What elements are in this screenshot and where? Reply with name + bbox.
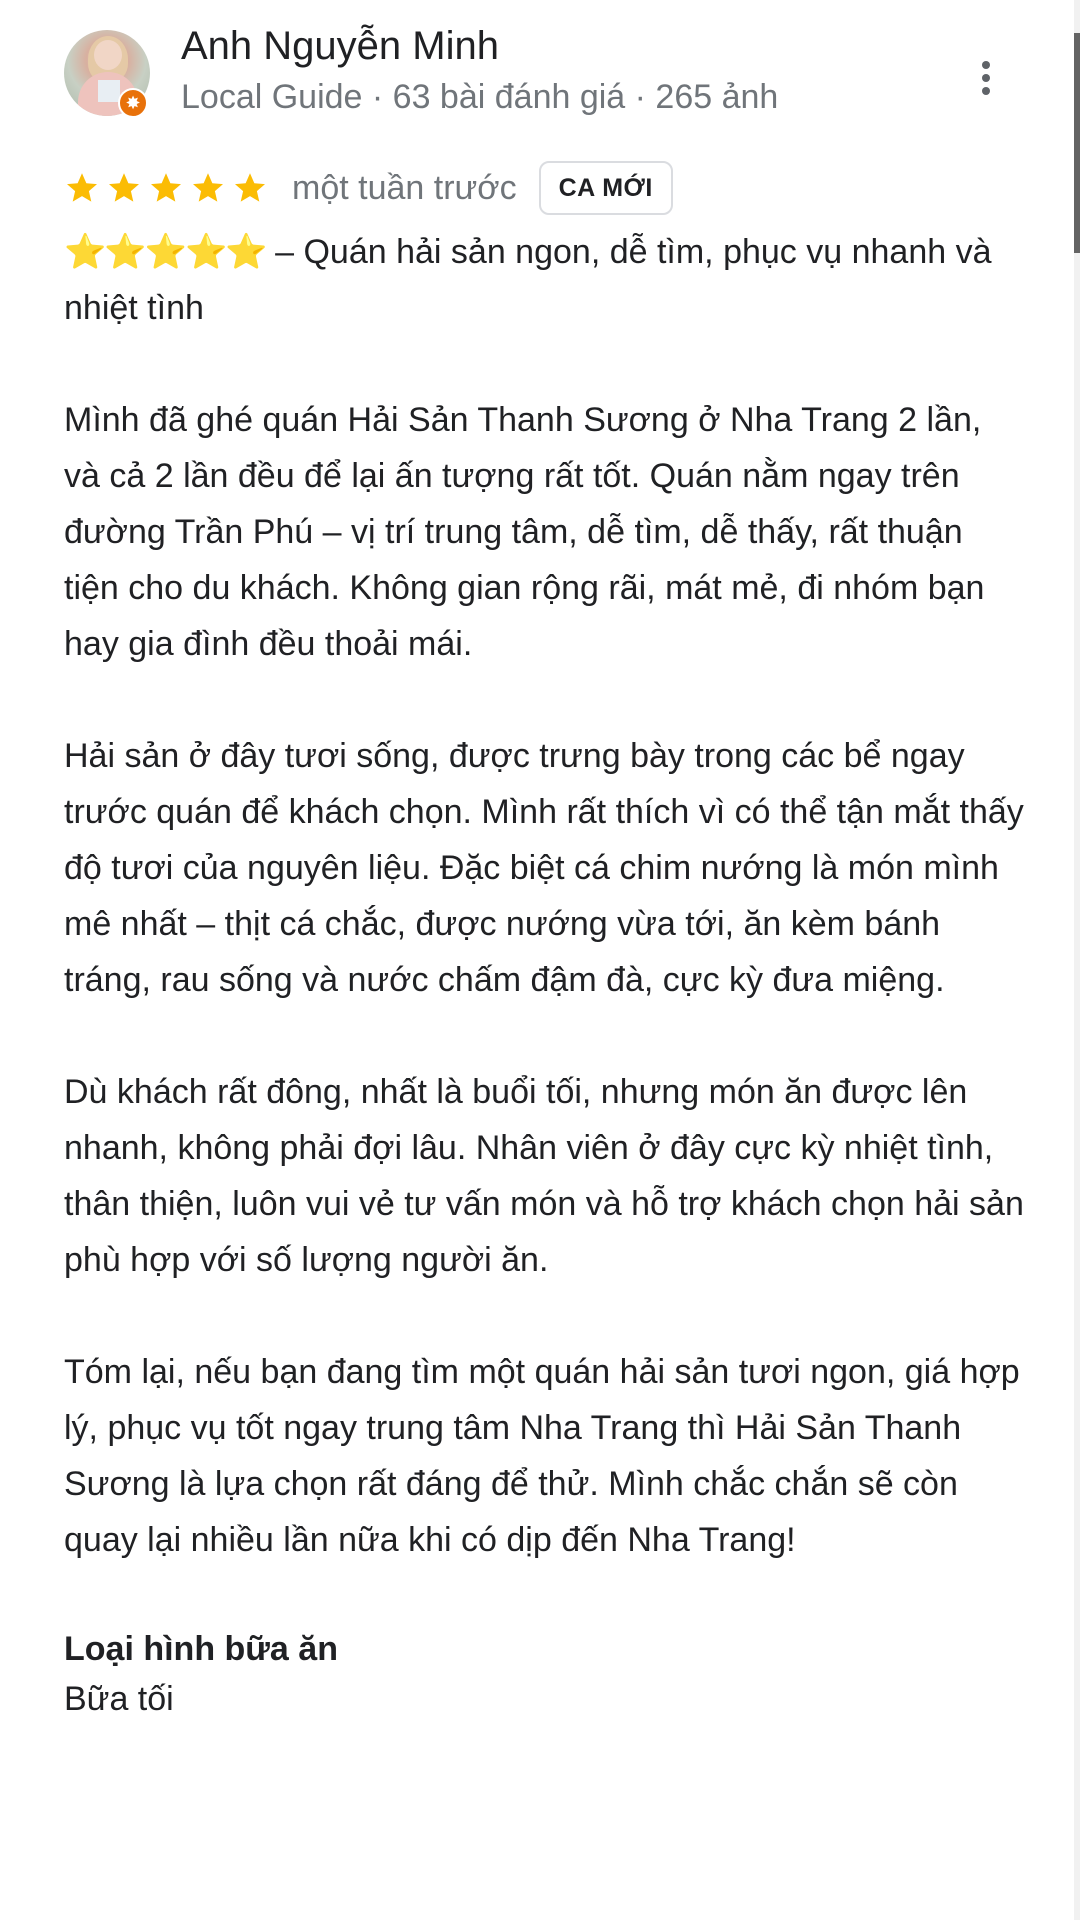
review-paragraph: Tóm lại, nếu bạn đang tìm một quán hải sản tươi ngon, giá hợp lý, phục vụ tốt ngay trung tâm Nha Trang thì Hải Sản Thanh Sương là lựa chọn rất đáng để thử. Mình chắc chắn sẽ còn quay lại nhiều lần nữa khi có dịp đến Nha Trang! [64, 1353, 1020, 1559]
review-paragraph: Dù khách rất đông, nhất là buổi tối, nhưng món ăn được lên nhanh, không phải đợi lâu. Nhân viên ở đây cực kỳ nhiệt tình, thân thiện, luôn vui vẻ tư vấn món và hỗ trợ khách chọn hải sản phù hợp với số lượng người ăn. [64, 1073, 1024, 1279]
more-vert-icon [982, 61, 990, 69]
star-icon [232, 170, 268, 206]
scrollbar-thumb[interactable] [1074, 33, 1080, 253]
review-title [64, 224, 1024, 336]
review-title-text: – Quán hải sản ngon, dễ tìm, phục vụ nhanh và nhiệt tình [64, 233, 992, 327]
star-icon [106, 170, 142, 206]
avatar-face [94, 40, 122, 70]
scrollbar-track[interactable] [1074, 0, 1080, 1920]
more-vert-icon-dot [982, 87, 990, 95]
reviewer-name[interactable]: Anh Nguyễn Minh [181, 24, 499, 68]
more-vert-icon-dot [982, 74, 990, 82]
local-guide-star-icon: ✸ [118, 88, 148, 118]
meal-type-label: Loại hình bữa ăn [64, 1630, 338, 1668]
star-icon [190, 170, 226, 206]
star-rating [64, 170, 268, 206]
meal-type-section [64, 1624, 1024, 1724]
new-tag-badge: CA MỚI [539, 161, 673, 215]
meal-type-value: Bữa tối [64, 1680, 174, 1718]
review-paragraph: Mình đã ghé quán Hải Sản Thanh Sương ở Nha Trang 2 lần, và cả 2 lần đều để lại ấn tượng rất tốt. Quán nằm ngay trên đường Trần Phú – vị trí trung tâm, dễ tìm, dễ thấy, rất thuận tiện cho du khách. Không gian rộng rãi, mát mẻ, đi nhóm bạn hay gia đình đều thoải mái. [64, 401, 985, 663]
more-options-button[interactable] [966, 52, 1006, 104]
star-icon [64, 170, 100, 206]
review-time: một tuần trước [292, 168, 517, 207]
rating-row [64, 158, 673, 218]
avatar-top [98, 80, 120, 102]
review-paragraph: Hải sản ở đây tươi sống, được trưng bày trong các bể ngay trước quán để khách chọn. Mình rất thích vì có thể tận mắt thấy độ tươi của nguyên liệu. Đặc biệt cá chim nướng là món mình mê nhất – thịt cá chắc, được nướng vừa tới, ăn kèm bánh tráng, rau sống và nước chấm đậm đà, cực kỳ đưa miệng. [64, 737, 1024, 999]
star-icon [148, 170, 184, 206]
review-text [64, 224, 1024, 1724]
emoji-stars-icon: ⭐⭐⭐⭐⭐ [64, 233, 266, 271]
reviewer-meta: Local Guide · 63 bài đánh giá · 265 ảnh [181, 78, 779, 116]
